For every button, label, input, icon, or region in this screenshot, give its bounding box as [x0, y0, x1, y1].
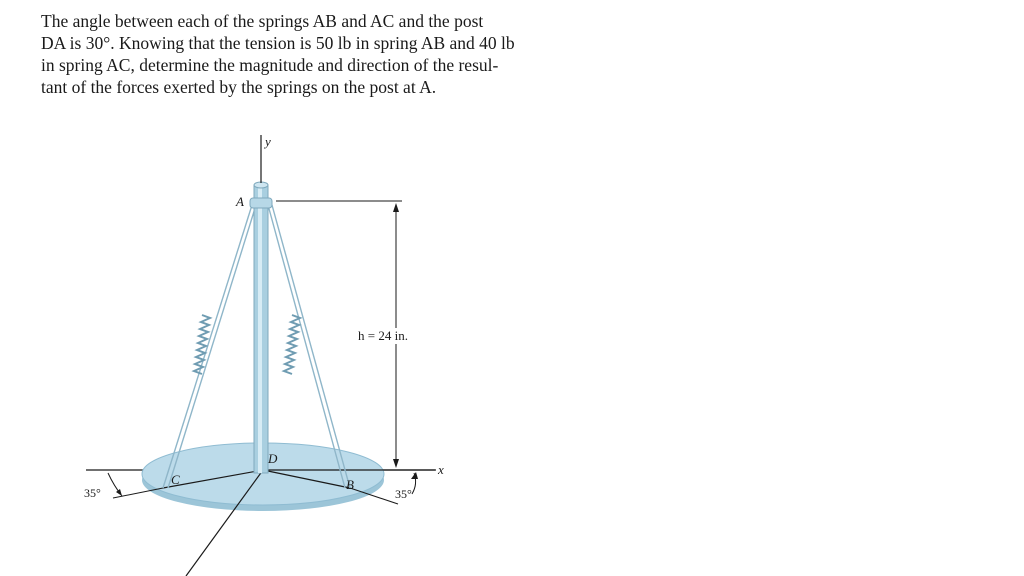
point-c-label: C [171, 472, 180, 487]
post [250, 182, 272, 473]
x-axis-label: x [438, 462, 444, 477]
y-axis-label: y [265, 134, 271, 149]
problem-line-1: The angle between each of the springs AB and AC and the post [41, 11, 484, 31]
height-dimension-label: h = 24 in. [358, 328, 408, 343]
dim-arrow-top [393, 203, 399, 212]
angle-right-label: 35° [395, 487, 412, 501]
angle-arrow-left [116, 489, 122, 496]
point-a-label: A [236, 194, 244, 209]
dim-arrow-bottom [393, 459, 399, 468]
problem-line-3: in spring AC, determine the magnitude and direction of the resul- [41, 55, 499, 75]
problem-line-2: DA is 30°. Knowing that the tension is 50 lb in spring AB and 40 lb [41, 33, 515, 53]
problem-line-4: tant of the forces exerted by the springs on the post at A. [41, 77, 437, 97]
angle-left-label: 35° [84, 486, 101, 500]
point-d-label: D [268, 451, 278, 466]
point-b-label: B [346, 477, 354, 492]
